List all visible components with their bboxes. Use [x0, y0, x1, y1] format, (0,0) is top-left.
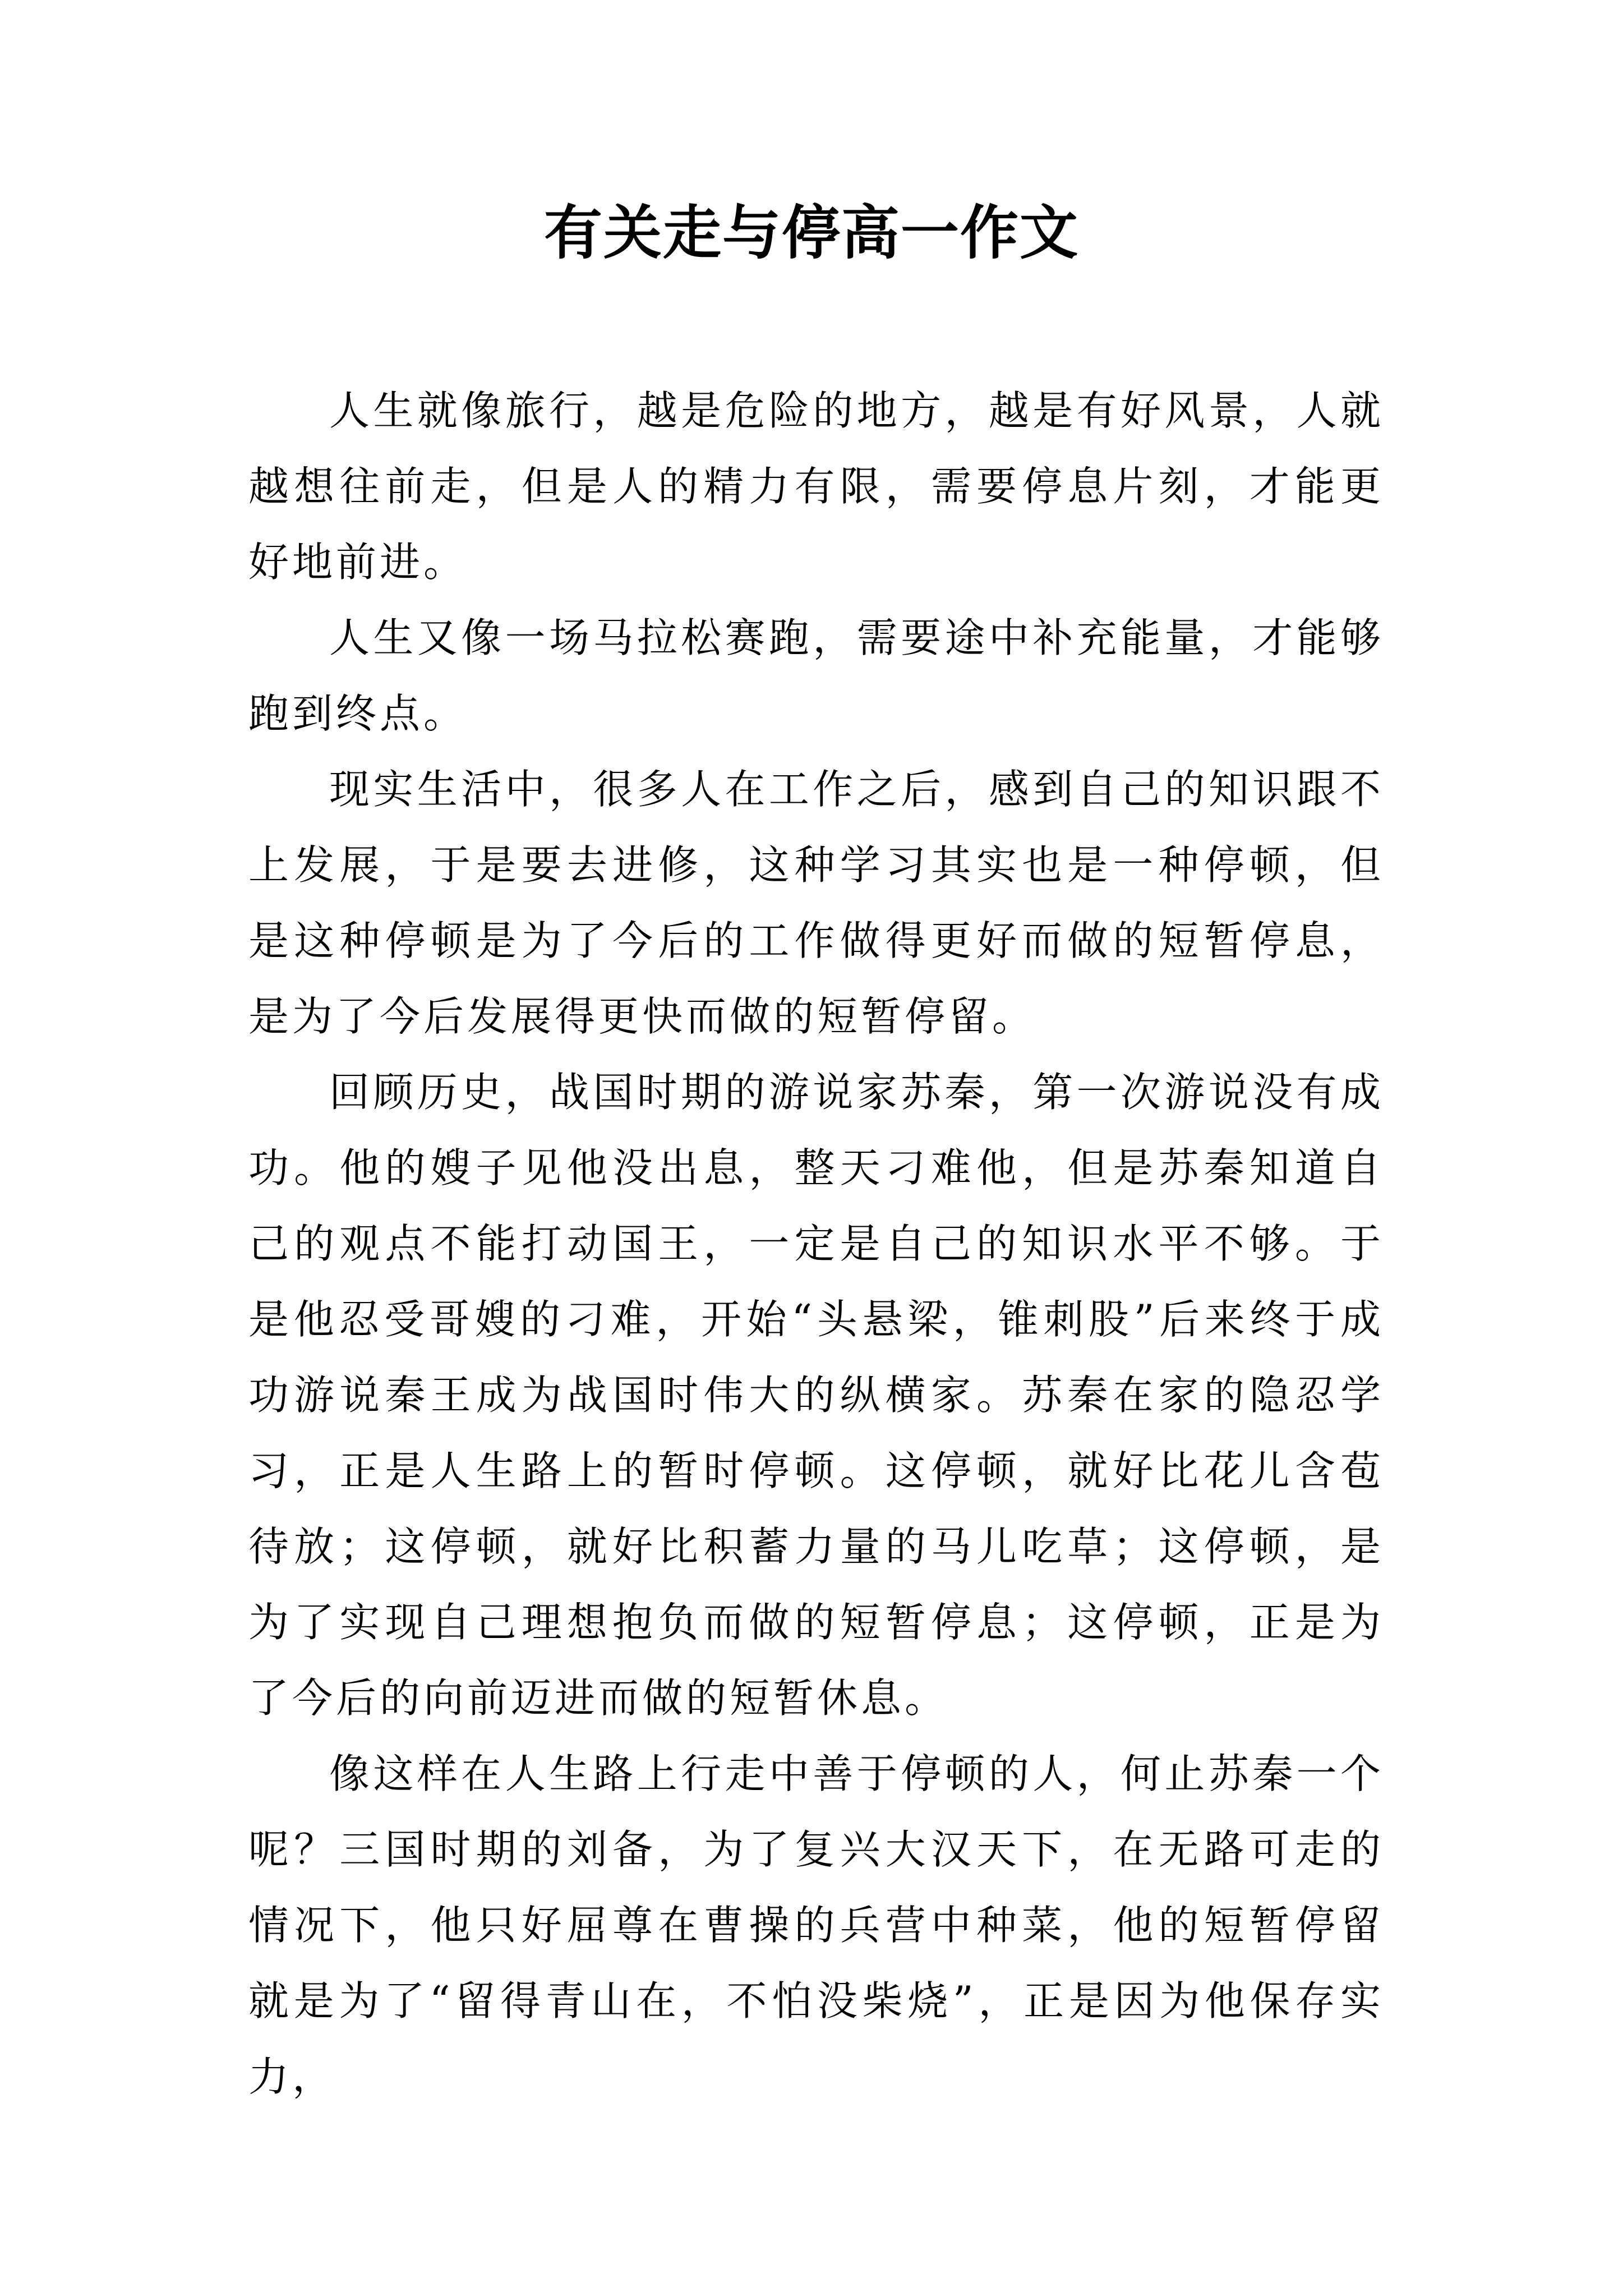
- paragraph: 回顾历史，战国时期的游说家苏秦，第一次游说没有成功。他的嫂子见他没出息，整天刁难他，但是苏秦知道自己的观点不能打动国王，一定是自己的知识水平不够。于是他忍受哥嫂的刁难，开始“头悬梁，锥刺股”后来终于成功游说秦王成为战国时伟大的纵横家。苏秦在家的隐忍学习，正是人生路上的暂时停顿。这停顿，就好比花儿含苞待放；这停顿，就好比积蓄力量的马儿吃草；这停顿，是为了实现自己理想抱负而做的短暂停息；这停顿，正是为了今后的向前迈进而做的短暂休息。: [248, 1069, 1384, 1722]
- document-body: [248, 373, 1384, 2115]
- document-title: 有关走与停高一作文: [543, 198, 1079, 267]
- paragraph: 像这样在人生路上行走中善于停顿的人，何止苏秦一个呢？三国时期的刘备，为了复兴大汉天下，在无路可走的情况下，他只好屈尊在曹操的兵营中种菜，他的短暂停留就是为了“留得青山在，不怕没柴烧”，正是因为他保存实力，: [248, 1750, 1384, 2100]
- paragraph: 人生又像一场马拉松赛跑，需要途中补充能量，才能够跑到终点。: [248, 614, 1384, 737]
- paragraph: 现实生活中，很多人在工作之后，感到自己的知识跟不上发展，于是要去进修，这种学习其实也是一种停顿，但是这种停顿是为了今后的工作做得更好而做的短暂停息，是为了今后发展得更快而做的短暂停留。: [248, 766, 1384, 1040]
- paragraph: 人生就像旅行，越是危险的地方，越是有好风景，人就越想往前走，但是人的精力有限，需要停息片刻，才能更好地前进。: [248, 387, 1384, 586]
